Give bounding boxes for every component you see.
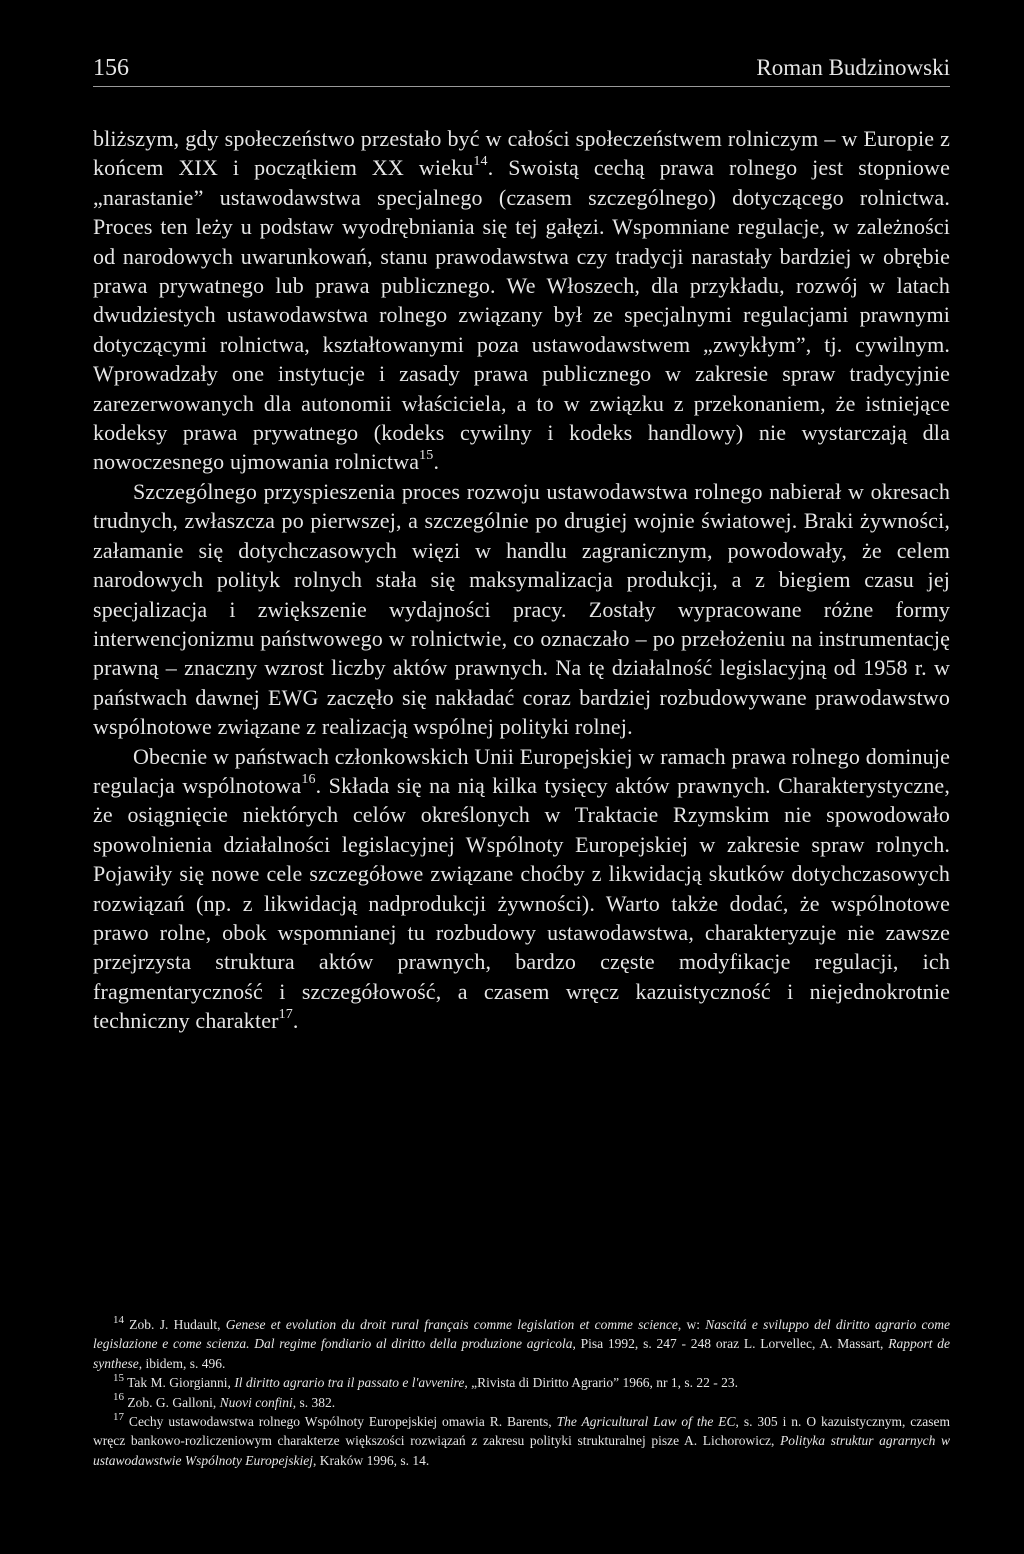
- footnote-16: [93, 1393, 950, 1412]
- footnote-title: Nascitá e sviluppo del diritto agrario come legislazione e come scienza. Dal regime fondiario al diritto della produzione agricola: [93, 1317, 951, 1352]
- footnote-text: Zob. J. Hudault,: [124, 1317, 226, 1332]
- footnote-text: , s. 382.: [292, 1394, 336, 1410]
- footnote-title: Genese et evolution du droit rural français comme legislation et comme science: [225, 1317, 678, 1332]
- footnote-title: Polityka struktur agrarnych w ustawodawstwie Wspólnoty Europejskiej: [93, 1433, 951, 1468]
- footnote-ref-16: 16: [301, 771, 316, 787]
- footnote-title: The Agricultural Law of the EC: [556, 1414, 736, 1430]
- footnote-text: , Pisa 1992, s. 247 - 248 oraz L. Lorvellec, A. Massart,: [572, 1336, 889, 1352]
- footnote-ref-15: 15: [419, 448, 434, 464]
- footnote-ref-17: 17: [278, 1006, 293, 1022]
- footnote-text: , s. 305 i n. O kazuistycznym, czasem wręcz bankowo-rozliczeniowym charakterze większości rozwiązań z zakresu polityki strukturalnej pisze A. Lichorowicz,: [93, 1414, 951, 1449]
- footnote-number: 16: [113, 1391, 124, 1404]
- main-text: [93, 124, 950, 1036]
- footnote-number: 17: [113, 1410, 124, 1423]
- footnote-text: Zob. G. Galloni,: [124, 1394, 220, 1410]
- footnote-ref-14: 14: [473, 154, 488, 170]
- running-header: [93, 44, 950, 87]
- footnote-text: , w:: [677, 1317, 706, 1332]
- footnote-14: [93, 1315, 950, 1373]
- footnote-text: , ibidem, s. 496.: [138, 1355, 226, 1371]
- footnote-text: , „Rivista di Diritto Agrario” 1966, nr 1, s. 22 - 23.: [464, 1375, 739, 1391]
- paragraph-1: [93, 124, 950, 477]
- footnote-title: Rapport de synthese: [93, 1336, 950, 1371]
- footnote-number: 15: [113, 1371, 124, 1384]
- footnote-text: , Kraków 1996, s. 14.: [313, 1452, 430, 1468]
- footnotes: [93, 1315, 950, 1470]
- paragraph-text: .: [292, 1008, 299, 1034]
- paragraph-text: Obecnie w państwach członkowskich Unii Europejskiej w ramach prawa rolnego dominuje regulacja wspólnotowa: [93, 743, 950, 798]
- paragraph-3: [93, 742, 950, 1036]
- footnote-title: Nuovi confini: [219, 1394, 293, 1410]
- footnote-15: [93, 1373, 950, 1392]
- page: [93, 44, 950, 1036]
- footnote-text: Cechy ustawodawstwa rolnego Wspólnoty Europejskiej omawia R. Barents,: [124, 1414, 557, 1430]
- footnote-17: [93, 1412, 950, 1470]
- running-head-author: Roman Budzinowski: [756, 55, 950, 80]
- footnote-number: 14: [113, 1313, 124, 1326]
- footnote-text: Tak M. Giorgianni,: [124, 1375, 235, 1391]
- paragraph-text: .: [433, 449, 440, 475]
- paragraph-2: Szczególnego przyspieszenia proces rozwoju ustawodawstwa rolnego nabierał w okresach trudnych, zwłaszcza po pierwszej, a szczególnie po drugiej wojnie światowej. Braki żywności, załamanie się dotychczasowych więzi w handlu zagranicznym, powodowały, że celem narodowych polityk rolnych stała się maksymalizacja produkcji, a z biegiem czasu jej specjalizacja i zwiększenie wydajności pracy. Zostały wypracowane różne formy interwencjonizmu państwowego w rolnictwie, co oznaczało – po przełożeniu na instrumentację prawną – znaczny wzrost liczby aktów prawnych. Na tę działalność legislacyjną od 1958 r. w państwach dawnej EWG zaczęło się nakładać coraz bardziej rozbudowywane prawodawstwo wspólnotowe związane z realizacją wspólnej polityki rolnej.: [93, 478, 950, 740]
- paragraph-text: bliższym, gdy społeczeństwo przestało być w całości społeczeństwem rolniczym – w Europie z końcem XIX i początkiem XX wieku: [93, 126, 950, 181]
- paragraph-text: . Składa się na nią kilka tysięcy aktów prawnych. Charakterystyczne, że osiągnięcie niektórych celów określonych w Traktacie Rzymskim nie spowodowało spowolnienia działalności legislacyjnej Wspólnoty Europejskiej w zakresie spraw rolnych. Pojawiły się nowe cele szczegółowe związane choćby z likwidacją skutków dotychczasowych rozwiązań (np. z likwidacją nadprodukcji żywności). Warto także dodać, że wspólnotowe prawo rolne, obok wspomnianej tu rozbudowy ustawodawstwa, charakteryzuje nie zawsze przejrzysta struktura aktów prawnych, bardzo częste modyfikacje regulacji, ich fragmentaryczność i szczegółowość, a czasem wręcz kazuistyczność i niejednokrotnie techniczny charakter: [93, 772, 950, 1034]
- page-number: 156: [93, 55, 129, 81]
- paragraph-text: . Swoistą cechą prawa rolnego jest stopniowe „narastanie” ustawodawstwa specjalnego (czasem szczególnego) dotyczącego rolnictwa. Proces ten leży u podstaw wyodrębniania się tej gałęzi. Wspomniane regulacje, w zależności od narodowych uwarunkowań, stanu prawodawstwa czy tradycji narastały bardziej w obrębie prawa prywatnego lub prawa publicznego. We Włoszech, dla przykładu, rozwój w latach dwudziestych ustawodawstwa rolnego związany był ze specjalnymi regulacjami prawnymi dotyczącymi rolnictwa, kształtowanymi poza ustawodawstwem „zwykłym”, tj. cywilnym. Wprowadzały one instytucje i zasady prawa publicznego w zakresie spraw tradycyjnie zarezerwowanych dla autonomii właściciela, a to w związku z przekonaniem, że istniejące kodeksy prawa prywatnego (kodeks cywilny i kodeks handlowy) nie wystarczają dla nowoczesnego ujmowania rolnictwa: [93, 155, 950, 475]
- footnote-title: Il diritto agrario tra il passato e l'avvenire: [234, 1375, 465, 1391]
